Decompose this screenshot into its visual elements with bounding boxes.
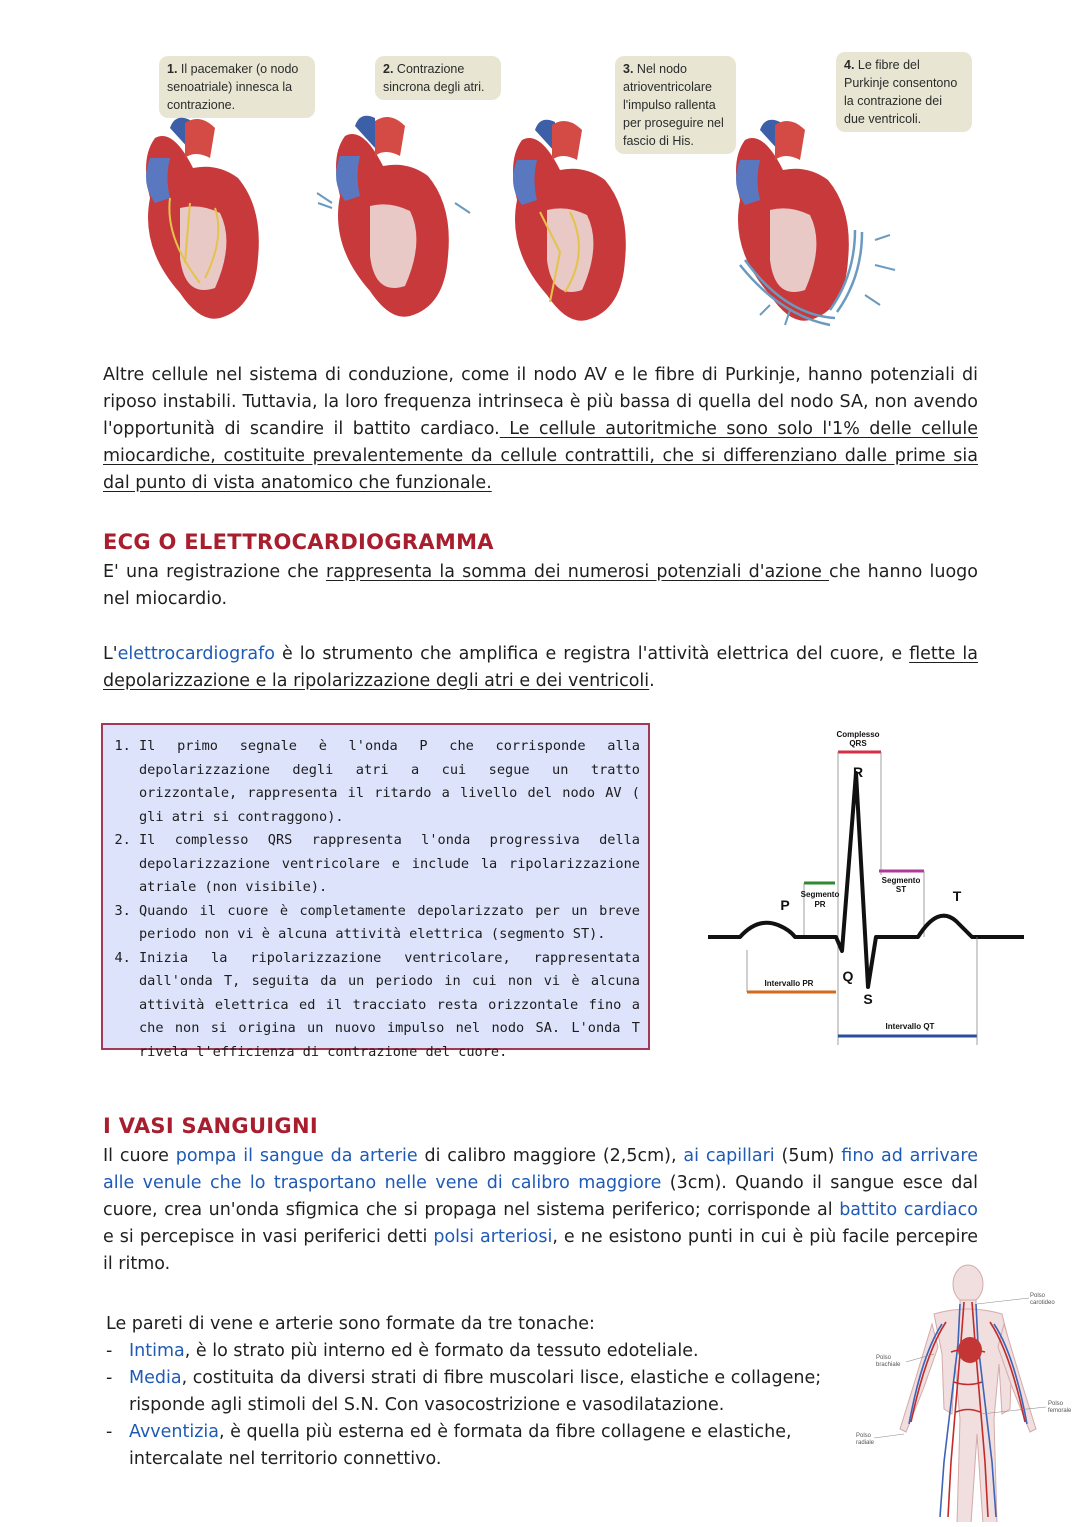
vessels-term-pump: pompa il sangue da arterie [175,1146,418,1166]
qrs-complex-label-1: Complesso [836,730,880,739]
radial-pointer [874,1434,904,1438]
brachial-label-2: brachiale [876,1362,901,1368]
heart-illustration-2 [315,108,475,323]
tunic-desc: , costituita da diversi strati di fibre muscolari lisce, elastiche e collagene; risponde agli stimoli del S.N. Con vasocostrizione e vasodilatazione. [129,1368,822,1415]
heart-illustration-4 [720,110,910,335]
list-dash: - [106,1341,113,1361]
ecgraph-text-e: . [649,671,655,691]
ecg-steps-box [101,723,650,1060]
radial-label-2: radiale [856,1440,875,1446]
ecg-steps-list [103,725,648,1064]
list-item: 2. Il complesso QRS rappresenta l'onda progressiva della depolarizzazione ventricolare e include la ripolarizzazione atriale (non visibile). [139,829,640,900]
ecgraph-underlined: flette la depolarizzazione e la ripolarizzazione degli atri e dei ventricoli [103,644,978,691]
ecg-definition-paragraph [103,559,978,613]
pr-interval-label: Intervallo PR [764,979,814,988]
heart-organ [958,1337,982,1363]
callout-step-2: 2. Contrazione sincrona degli atri. [375,56,501,100]
qrs-complex-label-2: QRS [849,739,867,748]
pr-segment-label-2: PR [814,900,826,909]
tunic-name-media: Media [129,1368,182,1388]
s-wave-label: S [863,991,873,1007]
carotid-pointer [977,1298,1029,1304]
callout-step-3: 3. Nel nodo atrioventricolare l'impulso rallenta per proseguire nel fascio di His. [615,56,736,154]
pr-segment-label-1: Segmento [800,890,840,899]
list-item [106,1338,866,1365]
ecgraph-text-a: L' [103,644,118,664]
vessels-term-heartbeat: battito cardiaco [839,1200,978,1220]
vessels-text-11: , e ne esistono punti in cui è più facile percepire il ritmo. [103,1227,979,1274]
ecgraph-text-c: è lo strumento che amplifica e registra l'attività elettrica del cuore, e [275,644,910,664]
heart-illustration-3 [500,112,635,327]
list-dash: - [106,1368,113,1388]
vessels-text-9: e si percepisce in vasi periferici detti [103,1227,434,1247]
list-item: 3. Quando il cuore è completamente depolarizzato per un breve periodo non vi è alcuna attività elettrica (segmento ST). [139,900,640,947]
tunics-intro: Le pareti di vene e arterie sono formate da tre tonache: [106,1314,595,1334]
vessels-text-3: di calibro maggiore (2,5cm), [417,1146,684,1166]
tunic-name-intima: Intima [129,1341,185,1361]
ecg-def-text-a: E' una registrazione che [103,562,326,582]
r-wave-label: R [852,764,864,780]
vessels-term-pulses: polsi arteriosi [433,1227,553,1247]
femoral-label-1: Polso [1048,1401,1064,1407]
vessels-term-capillaries: ai capillari [683,1146,775,1166]
body-silhouette [900,1265,1036,1522]
tunics-section [106,1311,866,1473]
vessels-heading: I VASI SANGUIGNI [103,1114,318,1138]
carotid-label-1: Polso [1030,1293,1046,1299]
vessels-term-venules: fino ad arrivare alle venule che lo trasportano nelle vene di calibro maggiore [103,1146,978,1193]
ecg-def-underlined: rappresenta la somma dei numerosi potenziali d'azione [325,562,830,582]
ecg-heading: ECG O ELETTROCARDIOGRAMMA [103,530,494,554]
ecg-waveform-diagram [700,725,1030,1055]
callout-step-1: 1. Il pacemaker (o nodo senoatriale) innesca la contrazione. [159,56,315,118]
list-item [106,1419,866,1473]
ecg-def-text-c: che hanno luogo nel miocardio. [103,562,978,609]
ecg-trace-line [708,773,1024,987]
list-item: 1. Il primo segnale è l'onda P che corrisponde alla depolarizzazione degli atri a cui segue un tratto orizzontale, rappresenta il ritardo a livello del nodo AV ( gli atri si contraggono). [139,735,640,829]
list-dash: - [106,1422,113,1442]
intro-underlined-text: Le cellule autoritmiche sono solo l'1% delle cellule miocardiche, costituite prevalentemente da cellule contrattili, che si differenziano dalle prime sia dal punto di vista anatomico che funzionale. [103,419,978,493]
vessels-paragraph [103,1143,978,1278]
st-segment-label-1: Segmento [881,876,921,885]
heart-illustration-1 [130,108,260,333]
intro-text: Altre cellule nel sistema di conduzione, come il nodo AV e le fibre di Purkinje, hanno potenziali di riposo instabili. Tuttavia, la loro frequenza intrinseca è più bassa di quella del nodo SA, non avendo l'opportunità di scandire il battito cardiaco. [103,365,978,439]
ecgraph-term: elettrocardiografo [117,644,276,664]
list-item [106,1365,866,1419]
tunic-desc: , è quella più esterna ed è formata da fibre collagene e elastiche, intercalate nel territorio connettivo. [129,1422,792,1469]
vessels-text-5: (5um) [774,1146,842,1166]
q-wave-label: Q [842,968,854,984]
intro-paragraph [103,362,978,497]
femoral-label-2: femorale [1048,1408,1071,1414]
tunic-desc: , è lo strato più interno ed è formato da tessuto edoteliale. [184,1341,699,1361]
vessels-text-7: (3cm). Quando il sangue esce dal cuore, crea un'onda sfigmica che si propaga nel sistema periferico; corrisponde al [103,1173,979,1220]
radial-label-1: Polso [856,1433,872,1439]
st-segment-label-2: ST [895,885,907,894]
list-item: 4. Inizia la ripolarizzazione ventricolare, rappresentata dall'onda T, seguita da un periodo in cui non vi è alcuna attività elettrica ed il tracciato resta orizzontale fino a che non si origina un nuovo impulso nel nodo SA. L'onda T rivela l'efficienza di contrazione del cuore. [139,947,640,1065]
carotid-label-2: carotideo [1030,1300,1055,1306]
qt-interval-label: Intervallo QT [885,1022,935,1031]
vessels-text-1: Il cuore [103,1146,176,1166]
t-wave-label: T [952,888,962,904]
tunic-name-avventizia: Avventizia [129,1422,220,1442]
electrocardiograph-paragraph [103,641,978,695]
brachial-label-1: Polso [876,1355,892,1361]
p-wave-label: P [780,897,790,913]
callout-step-4: 4. Le fibre del Purkinje consentono la contrazione dei due ventricoli. [836,52,972,132]
circulatory-system-figure [846,1262,1071,1522]
